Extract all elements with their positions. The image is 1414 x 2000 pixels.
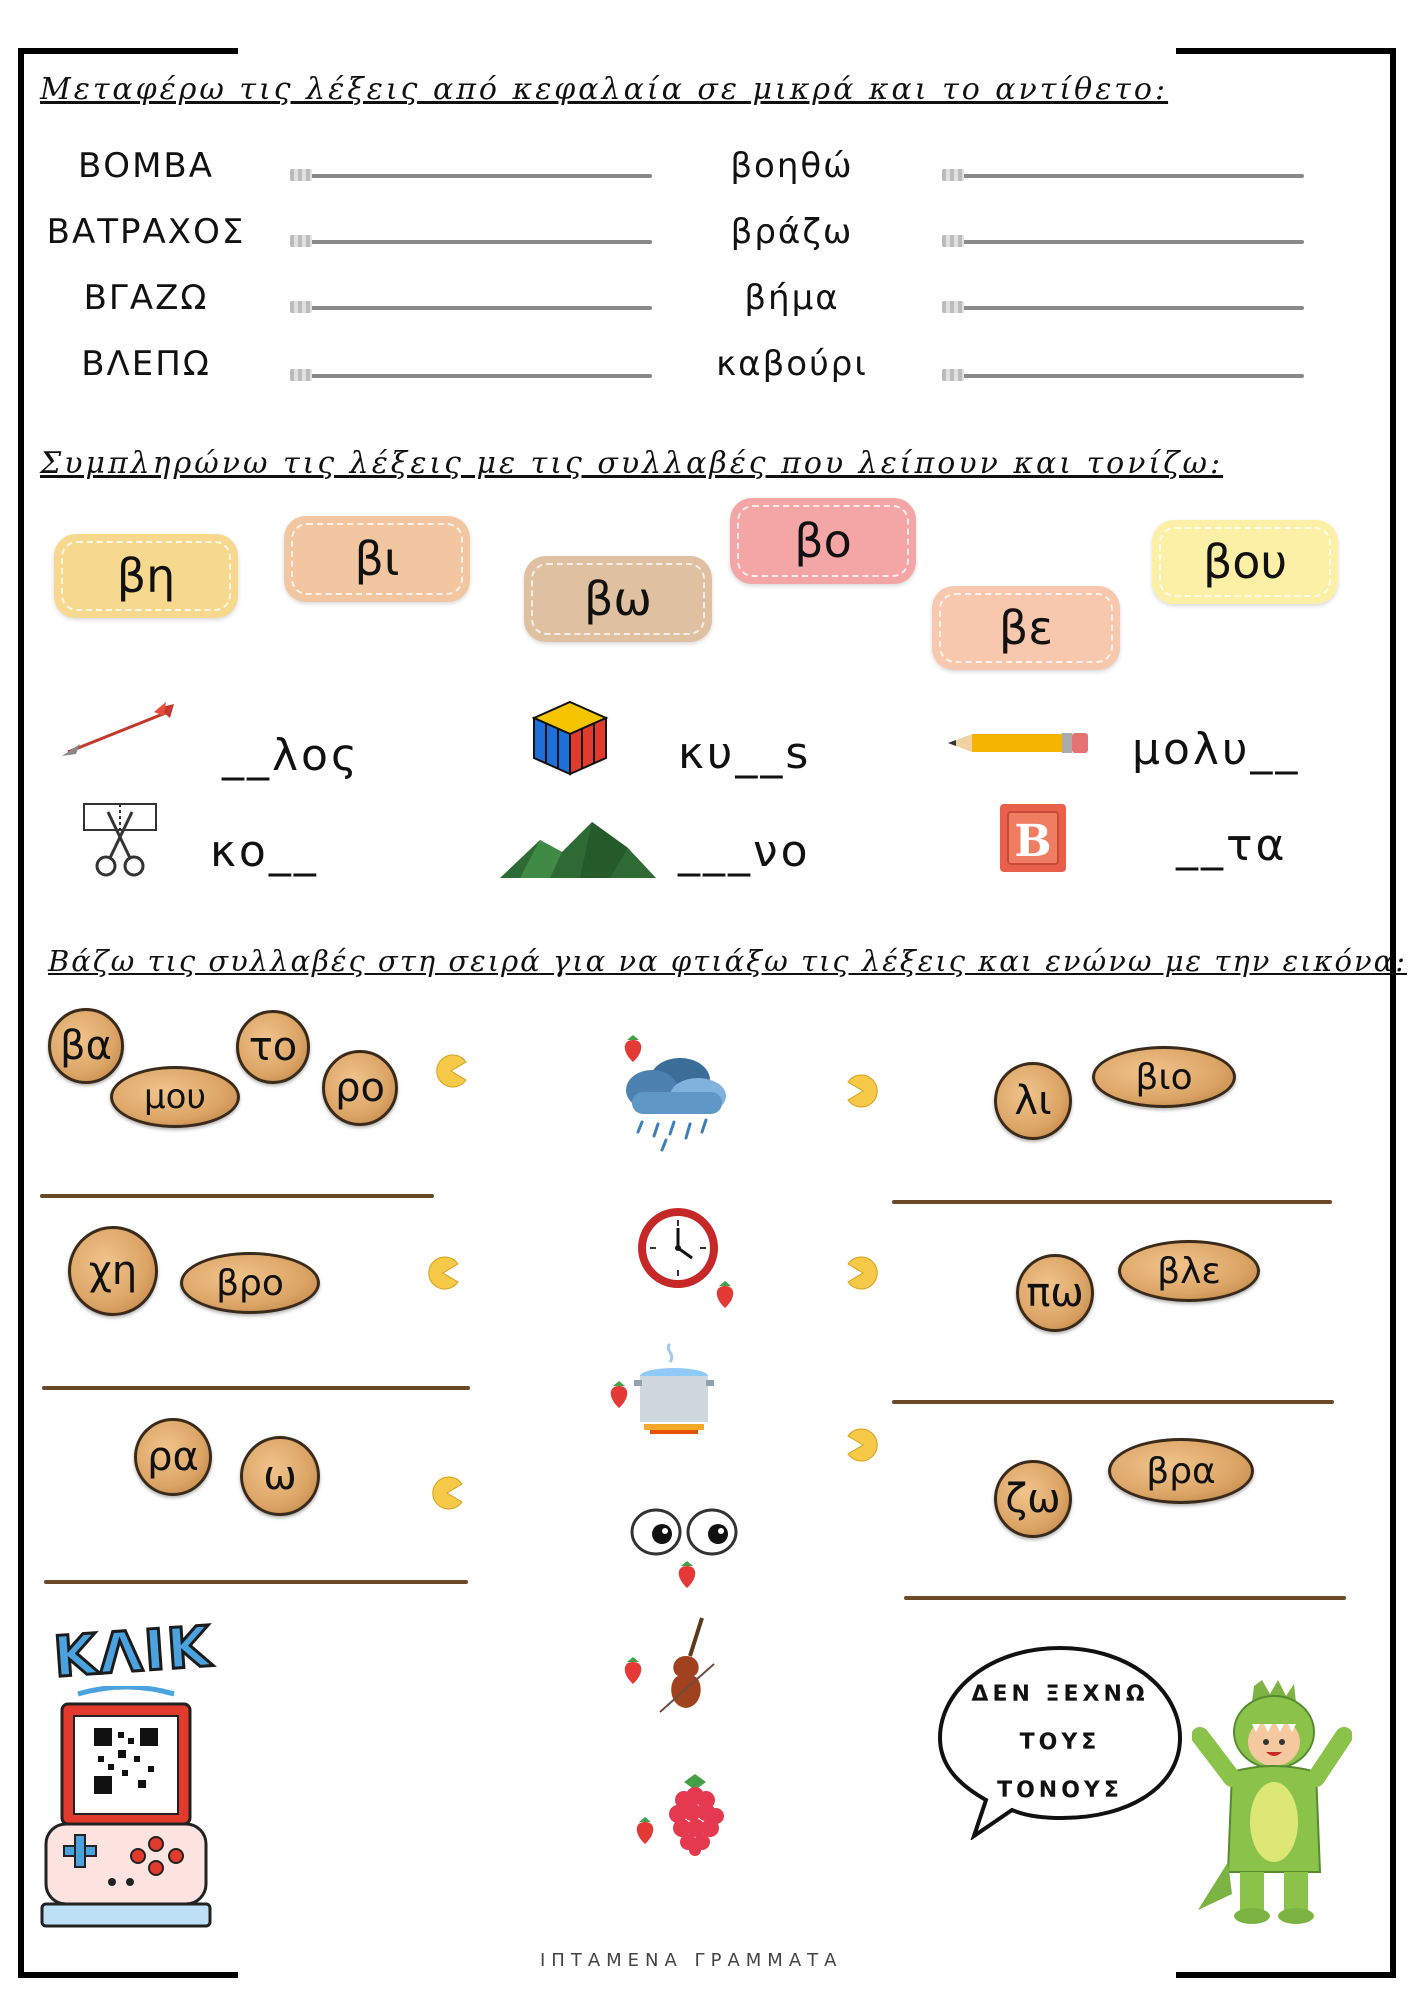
bubble-line-3: ΤΟΝΟΥΣ [997, 1778, 1123, 1803]
uppercase-word-1: ΒΟΜΒΑ [77, 146, 214, 186]
dinosaur-costume-kid-icon [1192, 1676, 1352, 1926]
pencil-icon [948, 728, 1090, 758]
syllable-disc[interactable]: μου [110, 1066, 240, 1128]
syllable-disc[interactable]: βρο [180, 1252, 320, 1314]
scissors-icon [80, 800, 160, 880]
frame-top-right-v [1390, 48, 1396, 1978]
answer-line[interactable] [958, 306, 1304, 310]
boiling-pot-icon [634, 1340, 714, 1436]
svg-text:B: B [1014, 816, 1052, 867]
fill-word-1: __λος [222, 730, 360, 781]
bubble-line-2: ΤΟΥΣ [1019, 1730, 1101, 1755]
frame-top-left-h [18, 48, 238, 54]
answer-line[interactable] [904, 1596, 1346, 1600]
answer-line[interactable] [892, 1200, 1332, 1204]
answer-line[interactable] [958, 240, 1304, 244]
rain-cloud-icon [620, 1050, 730, 1152]
answer-line[interactable] [958, 374, 1304, 378]
syllable-disc[interactable]: πω [1016, 1254, 1094, 1332]
bubble-line-1: ΔΕΝ ΞΕΧΝΩ [971, 1682, 1149, 1707]
syllable-card-bo[interactable]: βο [730, 498, 916, 584]
answer-line[interactable] [306, 240, 652, 244]
letter-b-block-icon [998, 802, 1068, 874]
lowercase-word-4: καβούρι [716, 344, 868, 384]
klik-badge[interactable] [38, 1614, 228, 1691]
answer-line[interactable] [306, 306, 652, 310]
frame-bottom-left-h [18, 1972, 238, 1978]
syllable-disc[interactable]: χη [68, 1226, 158, 1316]
fill-word-2: κυ__s [678, 728, 812, 779]
strawberry-dot-icon [606, 1380, 632, 1410]
frame-top-right-h [1176, 48, 1396, 54]
fill-word-6: __τα [1176, 820, 1288, 871]
uppercase-word-2: ΒΑΤΡΑΧΟΣ [46, 212, 246, 252]
game-console-icon [38, 1686, 214, 1930]
pacman-marker-icon [426, 1256, 460, 1290]
arrow-icon [58, 702, 178, 762]
answer-line[interactable] [892, 1400, 1334, 1404]
lowercase-word-3: βήμα [744, 278, 840, 318]
strawberry-dot-icon [620, 1656, 646, 1686]
fill-word-4: κο__ [210, 826, 319, 877]
syllable-card-be[interactable]: βε [932, 586, 1120, 670]
frame-top-left-v [18, 48, 24, 1978]
syllable-card-bh[interactable]: βη [54, 534, 238, 618]
syllable-card-bw[interactable]: βω [524, 556, 712, 642]
raspberry-icon [662, 1772, 728, 1856]
strawberry-dot-icon [712, 1280, 738, 1310]
syllable-disc[interactable]: ρα [134, 1418, 212, 1496]
syllable-disc[interactable]: ρο [322, 1050, 398, 1126]
syllable-disc[interactable]: βα [48, 1008, 124, 1084]
lowercase-word-2: βράζω [730, 212, 854, 252]
fill-word-3: μολυ__ [1132, 724, 1301, 775]
syllable-disc[interactable]: λι [994, 1062, 1072, 1140]
syllable-disc[interactable]: βρα [1108, 1438, 1254, 1504]
eyes-icon [628, 1504, 740, 1560]
pacman-marker-icon [846, 1428, 880, 1462]
mountain-icon [500, 818, 656, 880]
uppercase-word-4: ΒΛΕΠΩ [81, 344, 211, 384]
pacman-marker-icon [434, 1054, 468, 1088]
clock-icon [634, 1204, 722, 1292]
section2-heading: Συμπληρώνω τις λέξεις με τις συλλαβές που λείπουν και τονίζω: [40, 446, 1224, 481]
section1-heading: Μεταφέρω τις λέξεις από κεφαλαία σε μικρά και το αντίθετο: [40, 72, 1169, 107]
syllable-card-bou[interactable]: βου [1152, 520, 1338, 604]
answer-line[interactable] [306, 174, 652, 178]
uppercase-word-3: ΒΓΑΖΩ [83, 278, 209, 318]
syllable-disc[interactable]: ζω [994, 1460, 1072, 1538]
fill-word-5: ___νο [678, 826, 811, 877]
syllable-disc[interactable]: το [236, 1010, 310, 1084]
answer-line[interactable] [306, 374, 652, 378]
pacman-marker-icon [846, 1256, 880, 1290]
answer-line[interactable] [44, 1580, 468, 1584]
answer-line[interactable] [958, 174, 1304, 178]
syllable-disc[interactable]: ω [240, 1436, 320, 1516]
syllable-disc[interactable]: βιο [1092, 1046, 1236, 1108]
pacman-marker-icon [430, 1476, 464, 1510]
klik-badge-text: ΚΛΙΚ [51, 1614, 215, 1691]
pacman-marker-icon [846, 1074, 880, 1108]
answer-line[interactable] [40, 1194, 434, 1198]
violin-icon [652, 1616, 722, 1716]
syllable-card-bi[interactable]: βι [284, 516, 470, 602]
footer-credit: ΙΠΤΑΜΕΝΑ ΓΡΑΜΜΑΤΑ [540, 1950, 843, 1971]
answer-line[interactable] [42, 1386, 470, 1390]
lowercase-word-1: βοηθώ [730, 146, 854, 186]
strawberry-dot-icon [632, 1816, 658, 1846]
strawberry-dot-icon [674, 1560, 700, 1590]
rubiks-cube-icon [530, 698, 610, 778]
frame-bottom-right-h [1176, 1972, 1396, 1978]
syllable-disc[interactable]: βλε [1118, 1240, 1260, 1302]
section3-heading: Βάζω τις συλλαβές στη σειρά για να φτιάξω τις λέξεις και ενώνω με την εικόνα: [48, 944, 1407, 978]
